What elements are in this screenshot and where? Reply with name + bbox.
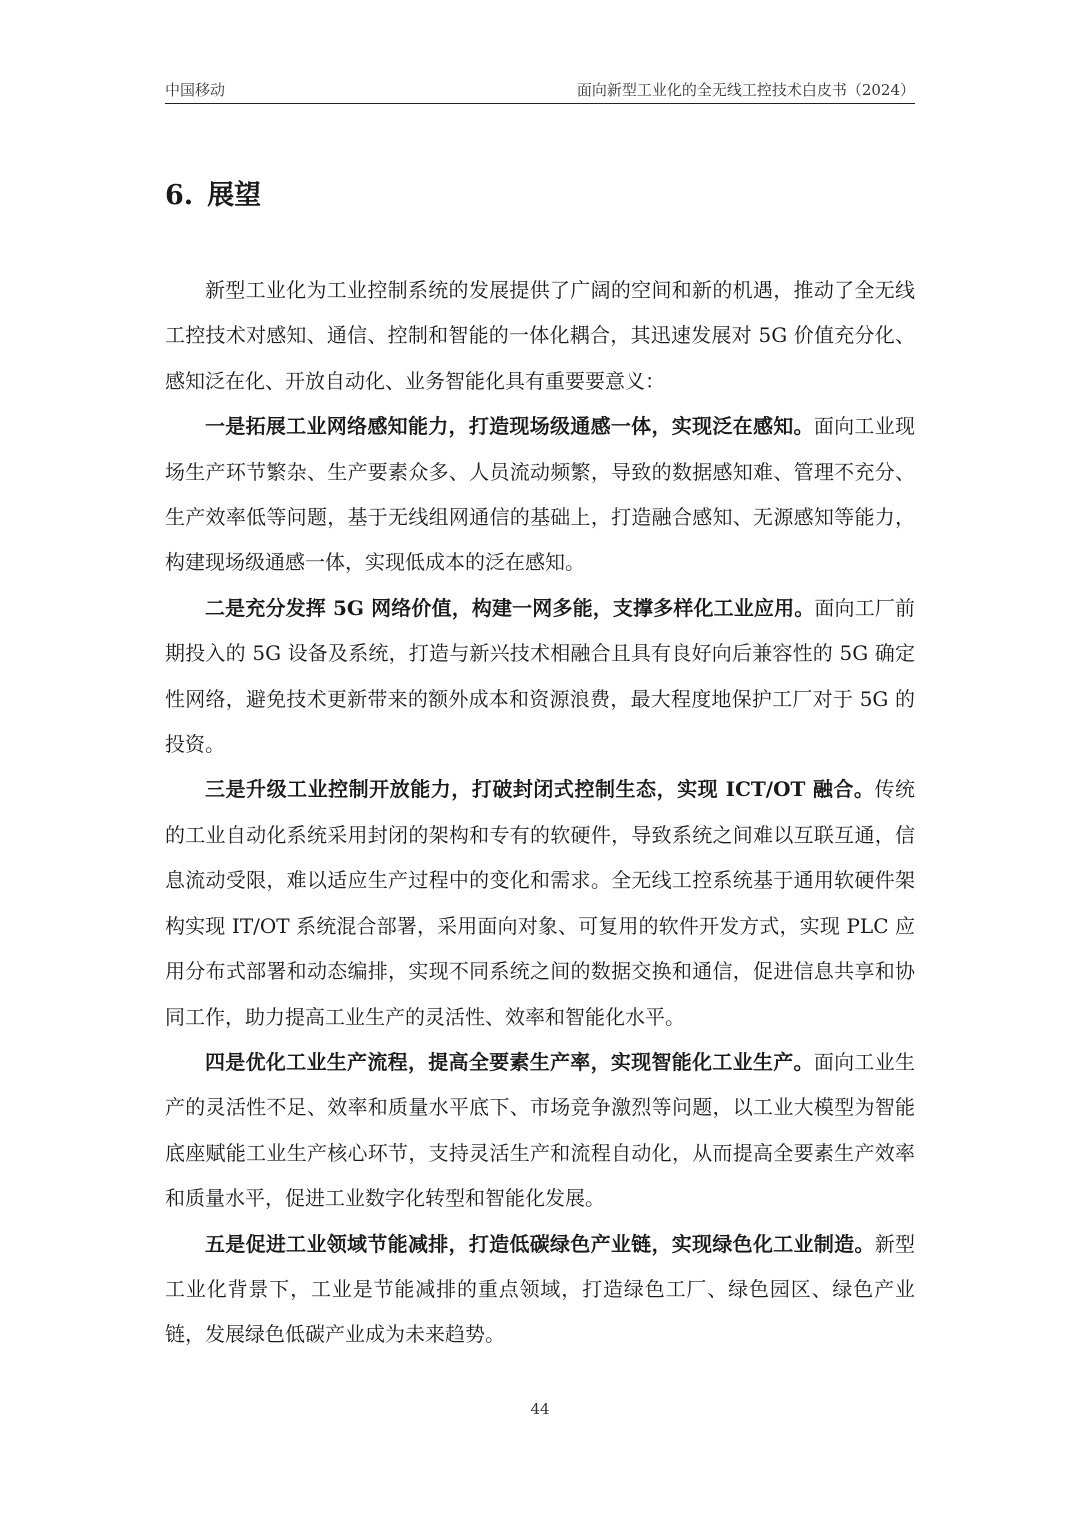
header-left-org: 中国移动 — [165, 81, 226, 99]
page-header — [165, 78, 915, 100]
paragraph-text: 新型工业化背景下，工业是节能减排的重点领域，打造绿色工厂、绿色园区、绿色产业链，发展绿色低碳产业成为未来趋势。 — [165, 1231, 916, 1347]
body-content — [165, 268, 915, 1358]
paragraph-lead: 一是拓展工业网络感知能力，打造现场级通感一体，实现泛在感知。 — [205, 414, 814, 439]
paragraph-lead: 四是优化工业生产流程，提高全要素生产率，实现智能化工业生产。 — [205, 1049, 814, 1074]
section-number: 6. — [165, 180, 194, 211]
paragraph-point-5 — [165, 1222, 915, 1358]
paragraph-point-2 — [165, 586, 915, 768]
paragraph-lead: 五是促进工业领域节能减排，打造低碳绿色产业链，实现绿色化工业制造。 — [205, 1231, 875, 1256]
paragraph-text: 新型工业化为工业控制系统的发展提供了广阔的空间和新的机遇，推动了全无线工控技术对感知、通信、控制和智能的一体化耦合，其迅速发展对 5G 价值充分化、感知泛在化、开放自动化、业务智能化具有重要要意义： — [165, 278, 915, 393]
paragraph-text: 面向工业现场生产环节繁杂、生产要素众多、人员流动频繁，导致的数据感知难、管理不充分、生产效率低等问题，基于无线组网通信的基础上，打造融合感知、无源感知等能力，构建现场级通感一体，实现低成本的泛在感知。 — [165, 414, 916, 575]
section-title: 展望 — [207, 180, 262, 211]
paragraph-text: 面向工厂前期投入的 5G 设备及系统，打造与新兴技术相融合且具有良好向后兼容性的 5G 确定性网络，避免技术更新带来的额外成本和资源浪费，最大程度地保护工厂对于 5G 的投资。 — [165, 595, 916, 757]
paragraph-lead: 二是充分发挥 5G 网络价值，构建一网多能，支撑多样化工业应用。 — [205, 595, 815, 620]
paragraph-lead: 三是升级工业控制开放能力，打破封闭式控制生态，实现 ICT/OT 融合。 — [205, 777, 875, 802]
header-right-doc-title: 面向新型工业化的全无线工控技术白皮书（2024） — [576, 81, 915, 99]
section-heading — [165, 176, 261, 216]
paragraph-point-4 — [165, 1040, 915, 1222]
page-number: 44 — [530, 1400, 550, 1418]
paragraph-point-1 — [165, 404, 915, 586]
paragraph-intro — [165, 268, 915, 404]
header-rule — [165, 103, 915, 104]
paragraph-text: 传统的工业自动化系统采用封闭的架构和专有的软硬件，导致系统之间难以互联互通，信息流动受限，难以适应生产过程中的变化和需求。全无线工控系统基于通用软硬件架构实现 IT/OT 系统混合部署，采用面向对象、可复用的软件开发方式，实现 PLC 应用分布式部署和动态编排，实现不同系统之间的数据交换和通信，促进信息共享和协同工作，助力提高工业生产的灵活性、效率和智能化水平。 — [165, 777, 915, 1029]
paragraph-text: 面向工业生产的灵活性不足、效率和质量水平底下、市场竞争激烈等问题，以工业大模型为智能底座赋能工业生产核心环节，支持灵活生产和流程自动化，从而提高全要素生产效率和质量水平，促进工业数字化转型和智能化发展。 — [165, 1049, 916, 1211]
paragraph-point-3 — [165, 767, 915, 1039]
